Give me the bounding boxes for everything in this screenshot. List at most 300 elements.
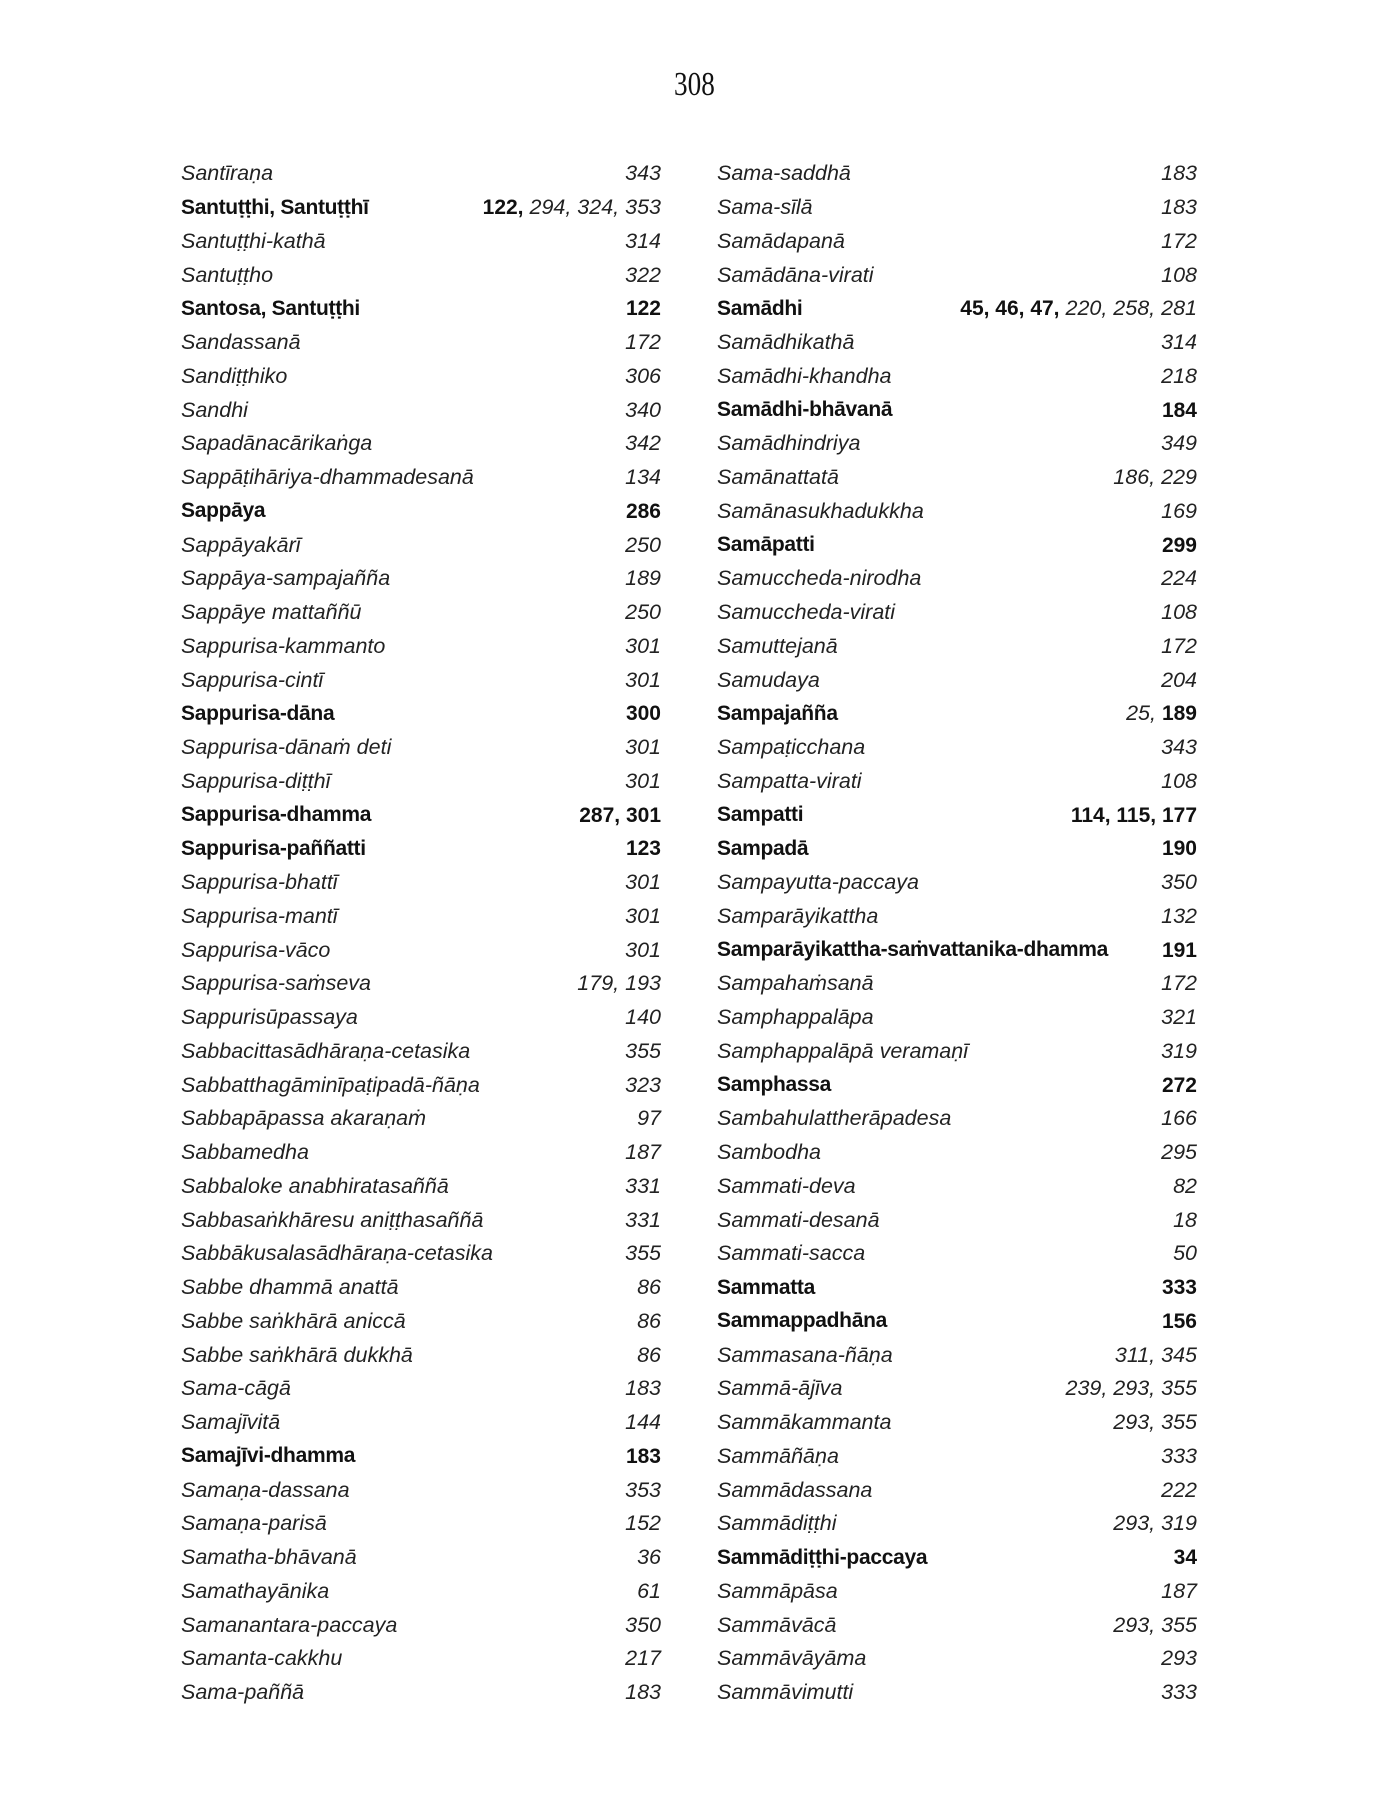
index-entry	[181, 461, 661, 495]
page-references	[625, 1241, 661, 1266]
page-references	[1161, 1478, 1197, 1503]
page-reference: 86	[637, 1275, 661, 1300]
page-references	[625, 229, 661, 254]
index-term: Sampajañña	[717, 701, 838, 725]
page-references	[637, 1343, 661, 1368]
page-reference: 293, 319	[1113, 1511, 1197, 1536]
page-reference: 314	[625, 228, 661, 253]
index-entry	[717, 1068, 1197, 1102]
index-term: Samuccheda-virati	[717, 600, 896, 625]
index-entry	[181, 731, 661, 765]
index-entry	[717, 866, 1197, 900]
page-references	[1161, 499, 1197, 524]
page-references	[625, 161, 661, 186]
index-entry	[181, 225, 661, 259]
index-term: Sammā-ājīva	[717, 1376, 843, 1401]
page-reference: 18	[1173, 1207, 1197, 1232]
page-reference: 34	[1173, 1546, 1197, 1570]
page-reference: 114, 115, 177	[1070, 803, 1197, 827]
page-references	[1161, 431, 1197, 456]
index-term: Santuṭṭho	[181, 262, 274, 287]
index-column-right	[717, 157, 1197, 1710]
index-entry	[717, 596, 1197, 630]
index-term: Samathayānika	[181, 1578, 330, 1603]
page-references	[625, 1140, 661, 1165]
page-reference: 306	[625, 363, 661, 388]
page-references	[960, 296, 1197, 321]
index-term: Sappāya	[181, 499, 266, 523]
index-entry	[717, 1170, 1197, 1204]
page-reference: 294, 324, 353	[523, 195, 661, 220]
index-term: Samādāna-virati	[717, 262, 874, 287]
page-reference: 293, 355	[1113, 1612, 1197, 1637]
page-references	[626, 296, 661, 321]
page-reference: 319	[1161, 1038, 1197, 1063]
index-term: Samparāyikattha-saṁvattanika-dhamma	[717, 938, 1109, 962]
index-entry	[717, 461, 1197, 495]
index-term: Sappurisa-mantī	[181, 903, 338, 928]
page-reference: 50	[1173, 1241, 1197, 1266]
page-references	[1161, 769, 1197, 794]
page-references	[625, 1376, 661, 1401]
page-reference: 183	[1161, 195, 1197, 220]
index-term: Sammatta	[717, 1275, 815, 1299]
index-term: Sappāya-sampajañña	[181, 566, 391, 591]
page-references	[1173, 1241, 1197, 1266]
index-entry	[717, 967, 1197, 1001]
index-term: Sama-cāgā	[181, 1376, 291, 1401]
index-entry	[717, 258, 1197, 292]
index-entry	[181, 1271, 661, 1305]
index-entry	[181, 1507, 661, 1541]
page-reference: 224	[1161, 566, 1197, 591]
page-reference: 132	[1161, 903, 1197, 928]
page-references	[1162, 1309, 1197, 1334]
index-term: Samānattatā	[717, 465, 839, 490]
index-entry	[717, 798, 1197, 832]
page-references	[1161, 1646, 1197, 1671]
index-entry	[181, 1406, 661, 1440]
page-reference: 250	[625, 532, 661, 557]
page-references	[1161, 1140, 1197, 1165]
page-reference: 321	[1161, 1005, 1197, 1030]
index-term: Sammāñāṇa	[717, 1443, 839, 1468]
index-term: Sappāye mattaññū	[181, 600, 362, 625]
index-term: Sappurisa-cintī	[181, 667, 324, 692]
page-reference: 295	[1161, 1140, 1197, 1165]
page-reference: 301	[625, 937, 661, 962]
page-references	[1161, 364, 1197, 389]
page-references	[625, 398, 661, 423]
index-entry	[717, 1440, 1197, 1474]
index-term: Santosa, Santuṭṭhi	[181, 296, 360, 320]
index-term: Sampadā	[717, 836, 809, 860]
index-entry	[181, 1136, 661, 1170]
page-reference: 331	[625, 1173, 661, 1198]
index-term: Sama-sīlā	[717, 195, 813, 220]
page-reference: 45, 46, 47,	[960, 297, 1060, 321]
page-reference: 97	[637, 1106, 661, 1131]
page-references	[625, 600, 661, 625]
index-entry	[181, 1440, 661, 1474]
page-reference: 189	[1161, 702, 1197, 726]
page-references	[626, 1444, 661, 1469]
page-reference: 301	[625, 870, 661, 895]
page-reference: 86	[637, 1308, 661, 1333]
page-references	[1161, 971, 1197, 996]
index-term: Sappurisa-dānaṁ deti	[181, 735, 392, 760]
index-entry	[181, 1170, 661, 1204]
page-reference: 86	[637, 1342, 661, 1367]
index-term: Sabbamedha	[181, 1140, 309, 1165]
page-reference: 314	[1161, 330, 1197, 355]
page-reference: 349	[1161, 431, 1197, 456]
index-entry	[181, 1575, 661, 1609]
page-references	[625, 1613, 661, 1638]
index-term: Sabbacittasādhāraṇa-cetasika	[181, 1038, 471, 1063]
page-reference: 343	[1161, 735, 1197, 760]
page-references	[1161, 1680, 1197, 1705]
index-term: Samparāyikattha	[717, 903, 879, 928]
index-entry	[717, 832, 1197, 866]
page-references	[637, 1275, 661, 1300]
index-term: Sappurisa-diṭṭhī	[181, 768, 331, 793]
index-entry	[181, 1676, 661, 1710]
index-entry	[181, 393, 661, 427]
index-entry	[717, 1541, 1197, 1575]
page-reference: 301	[625, 667, 661, 692]
page-reference: 61	[637, 1578, 661, 1603]
index-entry	[181, 191, 661, 225]
page-reference: 217	[625, 1646, 661, 1671]
page-reference: 220, 258, 281	[1059, 296, 1197, 321]
page-reference: 82	[1173, 1173, 1197, 1198]
index-term: Sappurisa-dhamma	[181, 803, 372, 827]
page-reference: 239, 293, 355	[1065, 1376, 1197, 1401]
page-references	[1113, 1613, 1197, 1638]
page-references	[625, 364, 661, 389]
page-reference: 172	[625, 330, 661, 355]
page-reference: 299	[1161, 533, 1197, 557]
index-term: Sampahaṁsanā	[717, 971, 874, 996]
index-entry	[181, 495, 661, 529]
index-column-left	[181, 157, 661, 1710]
index-term: Samādhindriya	[717, 431, 861, 456]
index-term: Sama-saddhā	[717, 161, 851, 186]
page-references	[1162, 533, 1197, 558]
index-entry	[717, 360, 1197, 394]
page-references	[625, 566, 661, 591]
page-references	[1162, 1073, 1197, 1098]
index-term: Samudaya	[717, 667, 820, 692]
page-reference: 183	[625, 1444, 661, 1468]
index-term: Samādhikathā	[717, 330, 855, 355]
index-term: Sandhi	[181, 397, 248, 422]
index-term: Samphappalāpā veramaṇī	[717, 1038, 968, 1063]
index-entry	[717, 765, 1197, 799]
page-references	[625, 1680, 661, 1705]
index-entry	[181, 1102, 661, 1136]
index-entry	[717, 731, 1197, 765]
index-term: Samanantara-paccaya	[181, 1612, 398, 1637]
page-reference: 36	[637, 1545, 661, 1570]
page-references	[625, 533, 661, 558]
index-term: Samajīvitā	[181, 1410, 281, 1435]
page-reference: 272	[1161, 1073, 1197, 1097]
page-reference: 172	[1161, 228, 1197, 253]
index-entry	[181, 900, 661, 934]
index-entry	[181, 1642, 661, 1676]
page-references	[483, 195, 661, 220]
index-entry	[181, 528, 661, 562]
page-references	[1161, 195, 1197, 220]
index-entry	[181, 258, 661, 292]
page-references	[637, 1106, 661, 1131]
index-entry	[181, 1541, 661, 1575]
page-reference: 331	[625, 1207, 661, 1232]
index-entry	[717, 1271, 1197, 1305]
index-term: Sammādassana	[717, 1477, 873, 1502]
index-term: Sappurisa-bhattī	[181, 870, 338, 895]
page-references	[625, 1039, 661, 1064]
page-references	[637, 1545, 661, 1570]
index-entry	[717, 1001, 1197, 1035]
index-entry	[181, 1035, 661, 1069]
index-entry	[181, 1305, 661, 1339]
index-entry	[717, 495, 1197, 529]
index-entry	[717, 1507, 1197, 1541]
page-references	[625, 465, 661, 490]
page-reference: 179, 193	[577, 971, 661, 996]
index-term: Sampaṭicchana	[717, 735, 866, 760]
page-references	[1161, 668, 1197, 693]
index-term: Sammasana-ñāṇa	[717, 1342, 893, 1367]
page-references	[1161, 263, 1197, 288]
page-reference: 183	[625, 1680, 661, 1705]
page-references	[1162, 938, 1197, 963]
index-term: Santuṭṭhi, Santuṭṭhī	[181, 195, 369, 219]
page-reference: 322	[625, 262, 661, 287]
index-entry	[717, 1237, 1197, 1271]
page-references	[1161, 1444, 1197, 1469]
page-reference: 191	[1161, 938, 1197, 962]
page-reference: 333	[1161, 1443, 1197, 1468]
index-entry	[717, 1642, 1197, 1676]
page-reference: 169	[1161, 498, 1197, 523]
index-entry	[717, 225, 1197, 259]
page-reference: 250	[625, 600, 661, 625]
page-references	[1113, 465, 1197, 490]
index-term: Santuṭṭhi-kathā	[181, 228, 326, 253]
page-references	[1161, 1005, 1197, 1030]
page-reference: 311, 345	[1114, 1342, 1197, 1367]
index-term: Sammati-sacca	[717, 1241, 866, 1266]
page-reference: 134	[625, 465, 661, 490]
index-term: Samatha-bhāvanā	[181, 1545, 357, 1570]
page-reference: 152	[625, 1511, 661, 1536]
index-term: Sabbaloke anabhiratasaññā	[181, 1173, 449, 1198]
page-reference: 122	[625, 297, 661, 321]
page-reference: 108	[1161, 768, 1197, 793]
page-reference: 187	[625, 1140, 661, 1165]
index-entry	[181, 1372, 661, 1406]
index-entry	[181, 1608, 661, 1642]
page-reference: 140	[625, 1005, 661, 1030]
index-term: Sammati-deva	[717, 1173, 856, 1198]
page-references	[625, 904, 661, 929]
index-term: Samāpatti	[717, 533, 815, 557]
page-references	[625, 431, 661, 456]
page-reference: 166	[1161, 1106, 1197, 1131]
index-entry	[181, 1203, 661, 1237]
index-term: Samphappalāpa	[717, 1005, 874, 1030]
index-term: Samānasukhadukkha	[717, 498, 924, 523]
page-references	[637, 1309, 661, 1334]
index-entry	[181, 866, 661, 900]
index-term: Sammappadhāna	[717, 1309, 887, 1333]
index-entry	[181, 967, 661, 1001]
index-term: Sammākammanta	[717, 1410, 892, 1435]
page-reference: 123	[625, 837, 661, 861]
page-reference: 186, 229	[1113, 465, 1197, 490]
page-reference: 218	[1161, 363, 1197, 388]
index-term: Samuttejanā	[717, 633, 838, 658]
page-references	[1115, 1343, 1197, 1368]
index-entry	[181, 292, 661, 326]
page-references	[625, 735, 661, 760]
index-term: Sammāvācā	[717, 1612, 837, 1637]
page-references	[625, 1511, 661, 1536]
index-term: Sampatta-virati	[717, 768, 862, 793]
index-entry	[717, 1338, 1197, 1372]
index-term: Samādapanā	[717, 228, 845, 253]
page-reference: 204	[1161, 667, 1197, 692]
index-term: Sambodha	[717, 1140, 821, 1165]
page-references	[1162, 398, 1197, 423]
page-reference: 340	[625, 397, 661, 422]
index-term: Sabbe saṅkhārā aniccā	[181, 1308, 406, 1333]
index-entry	[181, 360, 661, 394]
page-reference: 350	[1161, 870, 1197, 895]
index-term: Samphassa	[717, 1073, 832, 1097]
index-term: Sappāyakārī	[181, 532, 301, 557]
page-references	[625, 1073, 661, 1098]
page-references	[1174, 1545, 1197, 1570]
page-reference: 286	[625, 499, 661, 523]
page-reference: 183	[625, 1376, 661, 1401]
page-reference: 144	[625, 1410, 661, 1435]
index-entry	[717, 393, 1197, 427]
index-entry	[717, 1473, 1197, 1507]
page-references	[625, 634, 661, 659]
page-reference: 333	[1161, 1680, 1197, 1705]
page-reference: 301	[625, 735, 661, 760]
page-references	[1162, 836, 1197, 861]
index-entry	[717, 1372, 1197, 1406]
index-term: Samādhi	[717, 296, 803, 320]
index-entry	[717, 1406, 1197, 1440]
page-references	[1161, 1039, 1197, 1064]
index-entry	[181, 157, 661, 191]
index-term: Sappurisa-vāco	[181, 937, 331, 962]
index-entry	[717, 1305, 1197, 1339]
index-term: Sammāpāsa	[717, 1578, 838, 1603]
page-references	[1161, 566, 1197, 591]
page-reference: 172	[1161, 633, 1197, 658]
page-reference: 323	[625, 1072, 661, 1097]
page-references	[625, 1005, 661, 1030]
page-references	[1126, 701, 1197, 726]
index-term: Sammādiṭṭhi-paccaya	[717, 1545, 928, 1569]
page-reference: 350	[625, 1612, 661, 1637]
index-term: Sabbapāpassa akaraṇaṁ	[181, 1106, 427, 1131]
index-entry	[717, 663, 1197, 697]
index-term: Sandassanā	[181, 330, 301, 355]
index-entry	[717, 1102, 1197, 1136]
index-entry	[181, 1068, 661, 1102]
page-reference: 172	[1161, 971, 1197, 996]
page-reference: 301	[625, 903, 661, 928]
page-reference: 189	[625, 566, 661, 591]
page-reference: 301	[625, 633, 661, 658]
index-entry	[181, 765, 661, 799]
page-references	[625, 330, 661, 355]
page-references	[625, 263, 661, 288]
page-references	[579, 803, 661, 828]
page-references	[1161, 870, 1197, 895]
index-entry	[717, 326, 1197, 360]
page-reference: 301	[625, 768, 661, 793]
index-term: Sabbatthagāminīpaṭipadā-ñāṇa	[181, 1072, 480, 1097]
index-term: Sammāvāyāma	[717, 1646, 867, 1671]
page-reference: 353	[625, 1477, 661, 1502]
page-reference: 287, 301	[579, 803, 661, 827]
index-term: Sappurisa-paññatti	[181, 836, 366, 860]
index-entry	[717, 697, 1197, 731]
page-references	[577, 971, 661, 996]
page-reference: 342	[625, 431, 661, 456]
index-entry	[181, 1473, 661, 1507]
page-reference: 333	[1161, 1276, 1197, 1300]
index-term: Sambahulattherāpadesa	[717, 1106, 952, 1131]
page-references	[1161, 330, 1197, 355]
page-references	[1173, 1208, 1197, 1233]
page-references	[625, 769, 661, 794]
index-entry	[181, 562, 661, 596]
index-entry	[181, 427, 661, 461]
page-references	[1065, 1376, 1197, 1401]
index-entry	[717, 1608, 1197, 1642]
page-references	[625, 668, 661, 693]
page-references	[1161, 161, 1197, 186]
index-term: Sama-paññā	[181, 1680, 305, 1705]
index-term: Samādhi-khandha	[717, 363, 892, 388]
index-entry	[717, 1676, 1197, 1710]
page-reference: 355	[625, 1241, 661, 1266]
index-entry	[717, 1575, 1197, 1609]
index-entry	[181, 663, 661, 697]
index-term: Sabbākusalasādhāraṇa-cetasika	[181, 1241, 493, 1266]
page-references	[1161, 634, 1197, 659]
index-entry	[181, 798, 661, 832]
index-entry	[717, 562, 1197, 596]
index-entry	[717, 933, 1197, 967]
page-references	[625, 938, 661, 963]
index-term: Sappāṭihāriya-dhammadesanā	[181, 465, 474, 490]
page-references	[1161, 904, 1197, 929]
index-entry	[717, 427, 1197, 461]
index-entry	[717, 1203, 1197, 1237]
